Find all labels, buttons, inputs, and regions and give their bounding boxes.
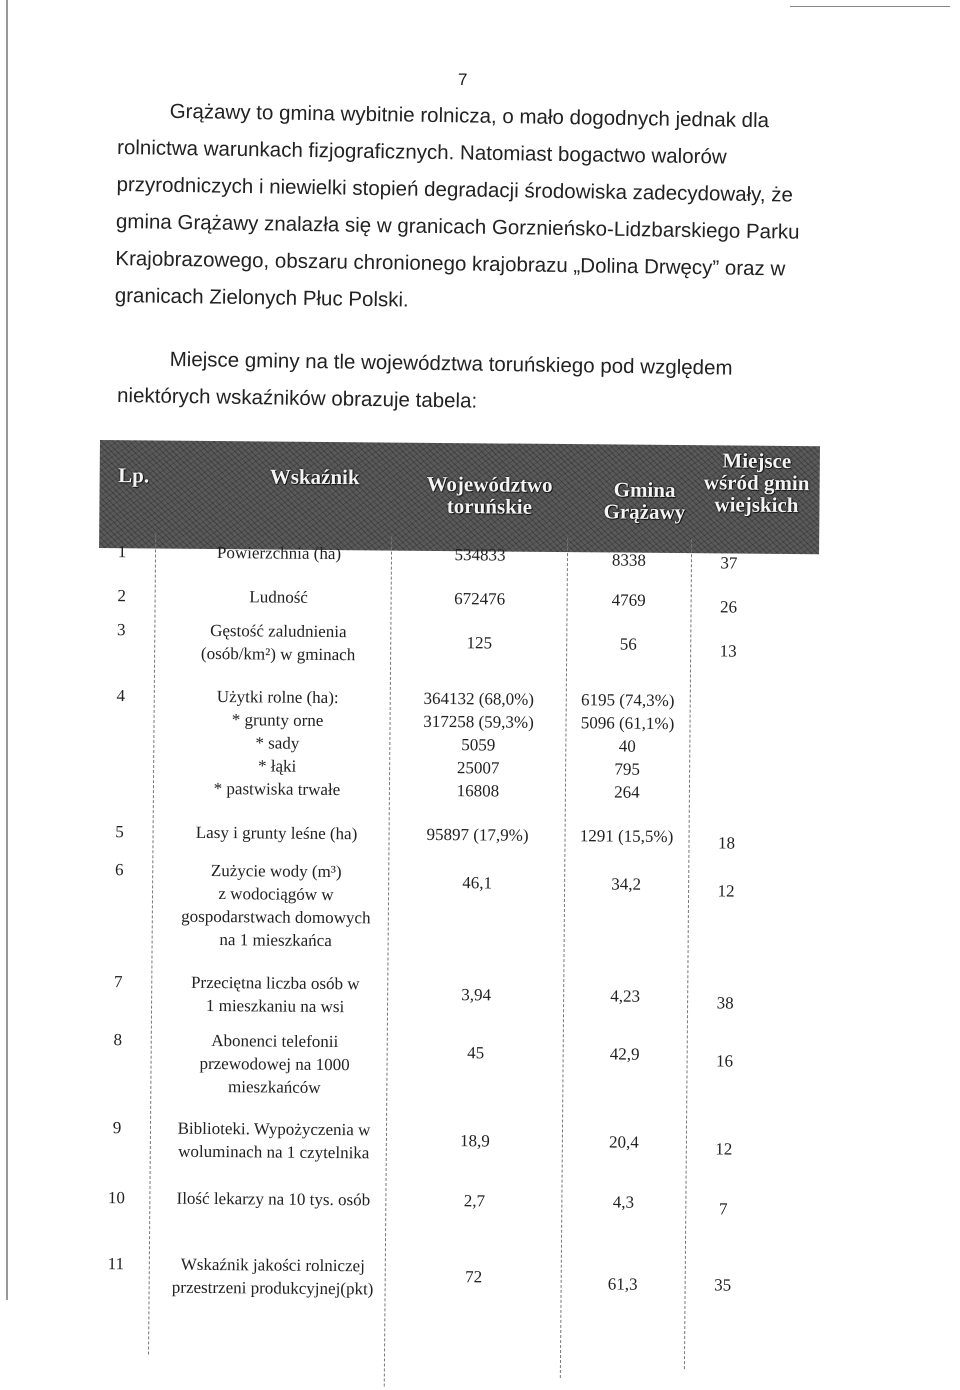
cell-voivodeship-line: 16808: [456, 781, 500, 801]
header-rank: Miejsce wśród gmin wiejskich: [703, 448, 810, 518]
cell-gmina-line: 6195 (74,3%): [580, 690, 675, 711]
cell-lp: [101, 1186, 131, 1209]
paragraph-text: Miejsce gminy na tle województwa toruńskiego pod względem niektórych wskaźników obrazuje tabela:: [116, 347, 733, 413]
cell-voivodeship-line: 125: [466, 633, 493, 653]
cell-rank: [696, 879, 756, 903]
cell-rank-line: 18: [717, 833, 736, 853]
cell-rank: [698, 595, 758, 619]
cell-voivodeship-line: 5059: [461, 735, 496, 755]
cell-indicator-line: (osób/km²) w gminach: [200, 643, 356, 665]
cell-voivodeship: [391, 1041, 561, 1065]
header-gmina: Gmina Grążawy: [603, 477, 686, 525]
cell-voivodeship: [394, 631, 564, 655]
table-row: [93, 1186, 813, 1219]
cell-indicator-line: Abonenci telefonii: [211, 1030, 339, 1052]
cell-indicator: [167, 685, 388, 802]
cell-indicator: [166, 821, 386, 846]
cell-indicator-line: gospodarstwach domowych: [181, 906, 371, 928]
table-row: [98, 618, 818, 665]
cell-gmina: [563, 1272, 683, 1296]
scan-edge-left: [6, 0, 8, 1300]
cell-gmina-line: 8338: [611, 550, 647, 570]
cell-indicator-line: Przeciętna liczba osób w: [190, 972, 360, 994]
cell-rank: [694, 1137, 754, 1161]
cell-voivodeship-line: 72: [465, 1267, 483, 1287]
intro-paragraph: [115, 92, 808, 325]
cell-gmina: [569, 548, 689, 572]
cell-voivodeship-line: 45: [467, 1043, 485, 1063]
cell-indicator: [164, 1029, 385, 1100]
cell-lp: [102, 1116, 132, 1139]
cell-rank-line: 13: [719, 641, 737, 661]
cell-indicator: [163, 1253, 383, 1301]
cell-indicator-line: * grunty orne: [231, 710, 324, 730]
column-divider: [148, 534, 156, 1354]
cell-lp: [106, 618, 136, 641]
cell-lp-line: 10: [107, 1188, 125, 1208]
cell-rank-line: 12: [715, 1139, 733, 1159]
scan-edge-top: [790, 6, 950, 7]
cell-voivodeship-line: 2,7: [463, 1191, 486, 1211]
cell-lp: [104, 820, 134, 843]
cell-rank-line: 12: [717, 881, 735, 901]
cell-gmina-line: 4,3: [612, 1192, 635, 1212]
cell-lp-line: 3: [117, 620, 126, 640]
cell-indicator-line: Ludność: [249, 587, 308, 607]
cell-gmina-line: 795: [614, 759, 640, 779]
cell-gmina-line: 20,4: [608, 1132, 639, 1152]
cell-indicator-line: Gęstość zaludnienia: [210, 620, 347, 642]
cell-indicator: [163, 1187, 383, 1212]
cell-indicator-line: Lasy i grunty leśne (ha): [195, 822, 358, 844]
cell-gmina-line: 5096 (61,1%): [580, 713, 675, 734]
cell-indicator-line: Biblioteki. Wypożyczenia w: [177, 1118, 371, 1140]
cell-lp: [107, 540, 137, 563]
cell-indicator-line: na 1 mieszkańca: [219, 930, 332, 951]
cell-indicator-line: przestrzeni produkcyjnej(pkt): [171, 1277, 374, 1299]
cell-gmina-line: 56: [619, 634, 637, 654]
cell-lp: [104, 858, 134, 881]
cell-rank-line: 38: [716, 993, 734, 1013]
cell-rank: [695, 1049, 755, 1073]
cell-voivodeship-line: 3,94: [461, 985, 492, 1005]
cell-indicator-line: przewodowej na 1000: [199, 1053, 350, 1075]
cell-gmina-line: 34,2: [611, 874, 642, 894]
cell-voivodeship: [393, 687, 564, 803]
cell-lp-line: 6: [114, 860, 124, 880]
table-row: [98, 684, 818, 802]
cell-rank: [696, 831, 756, 855]
cell-gmina: [566, 824, 686, 848]
column-divider: [560, 538, 568, 1378]
cell-lp: [101, 1252, 131, 1275]
cell-voivodeship: [395, 543, 565, 567]
cell-lp-line: 8: [113, 1030, 123, 1050]
cell-gmina: [565, 984, 685, 1008]
cell-voivodeship-line: 534833: [454, 545, 506, 565]
cell-gmina: [565, 1042, 685, 1066]
header-indicator: Wskaźnik: [269, 464, 360, 490]
cell-rank-line: 35: [714, 1275, 732, 1295]
cell-gmina-line: 61,3: [607, 1274, 638, 1294]
cell-gmina: [568, 632, 688, 656]
cell-voivodeship: [392, 871, 562, 895]
cell-rank-line: 37: [720, 553, 738, 573]
header-voivodeship: Województwo toruńskie: [426, 471, 553, 519]
cell-voivodeship: [392, 823, 562, 847]
table-row: [93, 1252, 813, 1299]
cell-lp-line: 5: [115, 822, 124, 842]
cell-voivodeship: [391, 983, 561, 1007]
cell-indicator-line: 1 mieszkaniu na wsi: [205, 995, 345, 1017]
cell-indicator: [164, 1117, 384, 1165]
cell-gmina-line: 264: [614, 782, 640, 802]
cell-voivodeship-line: 46,1: [462, 873, 493, 893]
cell-gmina: [567, 688, 688, 804]
cell-lp-line: 1: [117, 542, 127, 562]
cell-indicator: [169, 585, 389, 610]
cell-lp: [107, 584, 137, 607]
cell-gmina-line: 4769: [611, 590, 646, 610]
cell-lp-line: 4: [116, 686, 126, 706]
cell-lp: [103, 970, 133, 993]
cell-voivodeship-line: 25007: [456, 758, 500, 778]
table-row: [95, 970, 815, 1017]
cell-indicator-line: Użytki rolne (ha):: [216, 687, 339, 708]
cell-rank: [693, 1197, 753, 1221]
column-divider: [684, 539, 692, 1369]
cell-voivodeship-line: 18,9: [459, 1131, 490, 1151]
cell-indicator: [165, 971, 385, 1019]
cell-indicator-line: * pastwiska trwałe: [213, 779, 341, 800]
cell-voivodeship: [390, 1129, 560, 1153]
cell-gmina-line: 1291 (15,5%): [579, 826, 674, 847]
cell-voivodeship-line: 95897 (17,9%): [426, 824, 529, 845]
cell-voivodeship: [389, 1189, 559, 1213]
cell-indicator-line: Wskaźnik jakości rolniczej: [180, 1254, 365, 1276]
cell-lp: [106, 684, 136, 707]
cell-rank-line: 26: [719, 597, 738, 617]
cell-lp-line: 7: [113, 972, 123, 992]
cell-indicator-line: mieszkańców: [228, 1077, 321, 1097]
cell-lp-line: 9: [112, 1118, 122, 1138]
cell-voivodeship-line: 672476: [454, 589, 506, 609]
cell-rank: [695, 991, 755, 1015]
cell-indicator-line: z wodociągów w: [218, 884, 334, 905]
table-row: [97, 820, 817, 853]
cell-gmina: [569, 588, 689, 612]
table-row: [95, 1028, 815, 1097]
header-lp: Lp.: [118, 463, 150, 488]
cell-indicator-line: Zużycie wody (m³): [210, 860, 342, 882]
cell-voivodeship: [395, 587, 565, 611]
cell-gmina-line: 40: [618, 736, 636, 756]
table-row: [96, 858, 816, 951]
cell-rank: [693, 1273, 753, 1297]
table-header: [99, 440, 820, 554]
cell-voivodeship: [389, 1265, 559, 1289]
cell-gmina: [566, 872, 686, 896]
cell-voivodeship-line: 364132 (68,0%): [423, 688, 535, 709]
cell-indicator: [168, 619, 388, 667]
cell-indicator-line: Powierzchnia (ha): [216, 543, 342, 564]
cell-gmina: [564, 1130, 684, 1154]
cell-voivodeship-line: 317258 (59,3%): [423, 711, 534, 732]
table-intro-paragraph: [117, 340, 808, 425]
cell-gmina-line: 42,9: [609, 1044, 640, 1064]
cell-lp-line: 11: [107, 1254, 125, 1274]
cell-rank: [698, 639, 758, 663]
table-row: [99, 584, 819, 617]
table-row: [94, 1116, 814, 1163]
cell-rank-line: 16: [716, 1051, 734, 1071]
cell-indicator-line: woluminach na 1 czytelnika: [178, 1141, 370, 1163]
cell-indicator-line: * łąki: [257, 756, 297, 776]
cell-gmina: [563, 1190, 683, 1214]
cell-lp-line: 2: [117, 586, 126, 606]
cell-rank: [699, 551, 759, 575]
cell-gmina-line: 4,23: [610, 986, 641, 1006]
cell-indicator: [166, 859, 387, 953]
cell-indicator-line: * sady: [255, 733, 300, 753]
paragraph-text: Grążawy to gmina wybitnie rolnicza, o mało dogodnych jednak dla rolnictwa warunkach fizjograficznych. Natomiast bogactwo walorów przyrodniczych i niewielki stopień degradacji środowiska zadecydowały, że gmina Grążawy znalazła się w granicach Gorznieńsko-Lidzbarskiego Parku Krajobrazowego, obszaru chronionego krajobrazu „Dolina Drwęcy” oraz w granicach Zielonych Płuc Polski.: [114, 99, 800, 312]
cell-indicator: [169, 541, 389, 566]
page-number: 7: [458, 70, 468, 89]
cell-lp: [103, 1028, 133, 1051]
cell-rank-line: 7: [718, 1199, 728, 1219]
cell-indicator-line: Ilość lekarzy na 10 tys. osób: [176, 1188, 371, 1210]
indicators-table: [99, 440, 820, 1299]
